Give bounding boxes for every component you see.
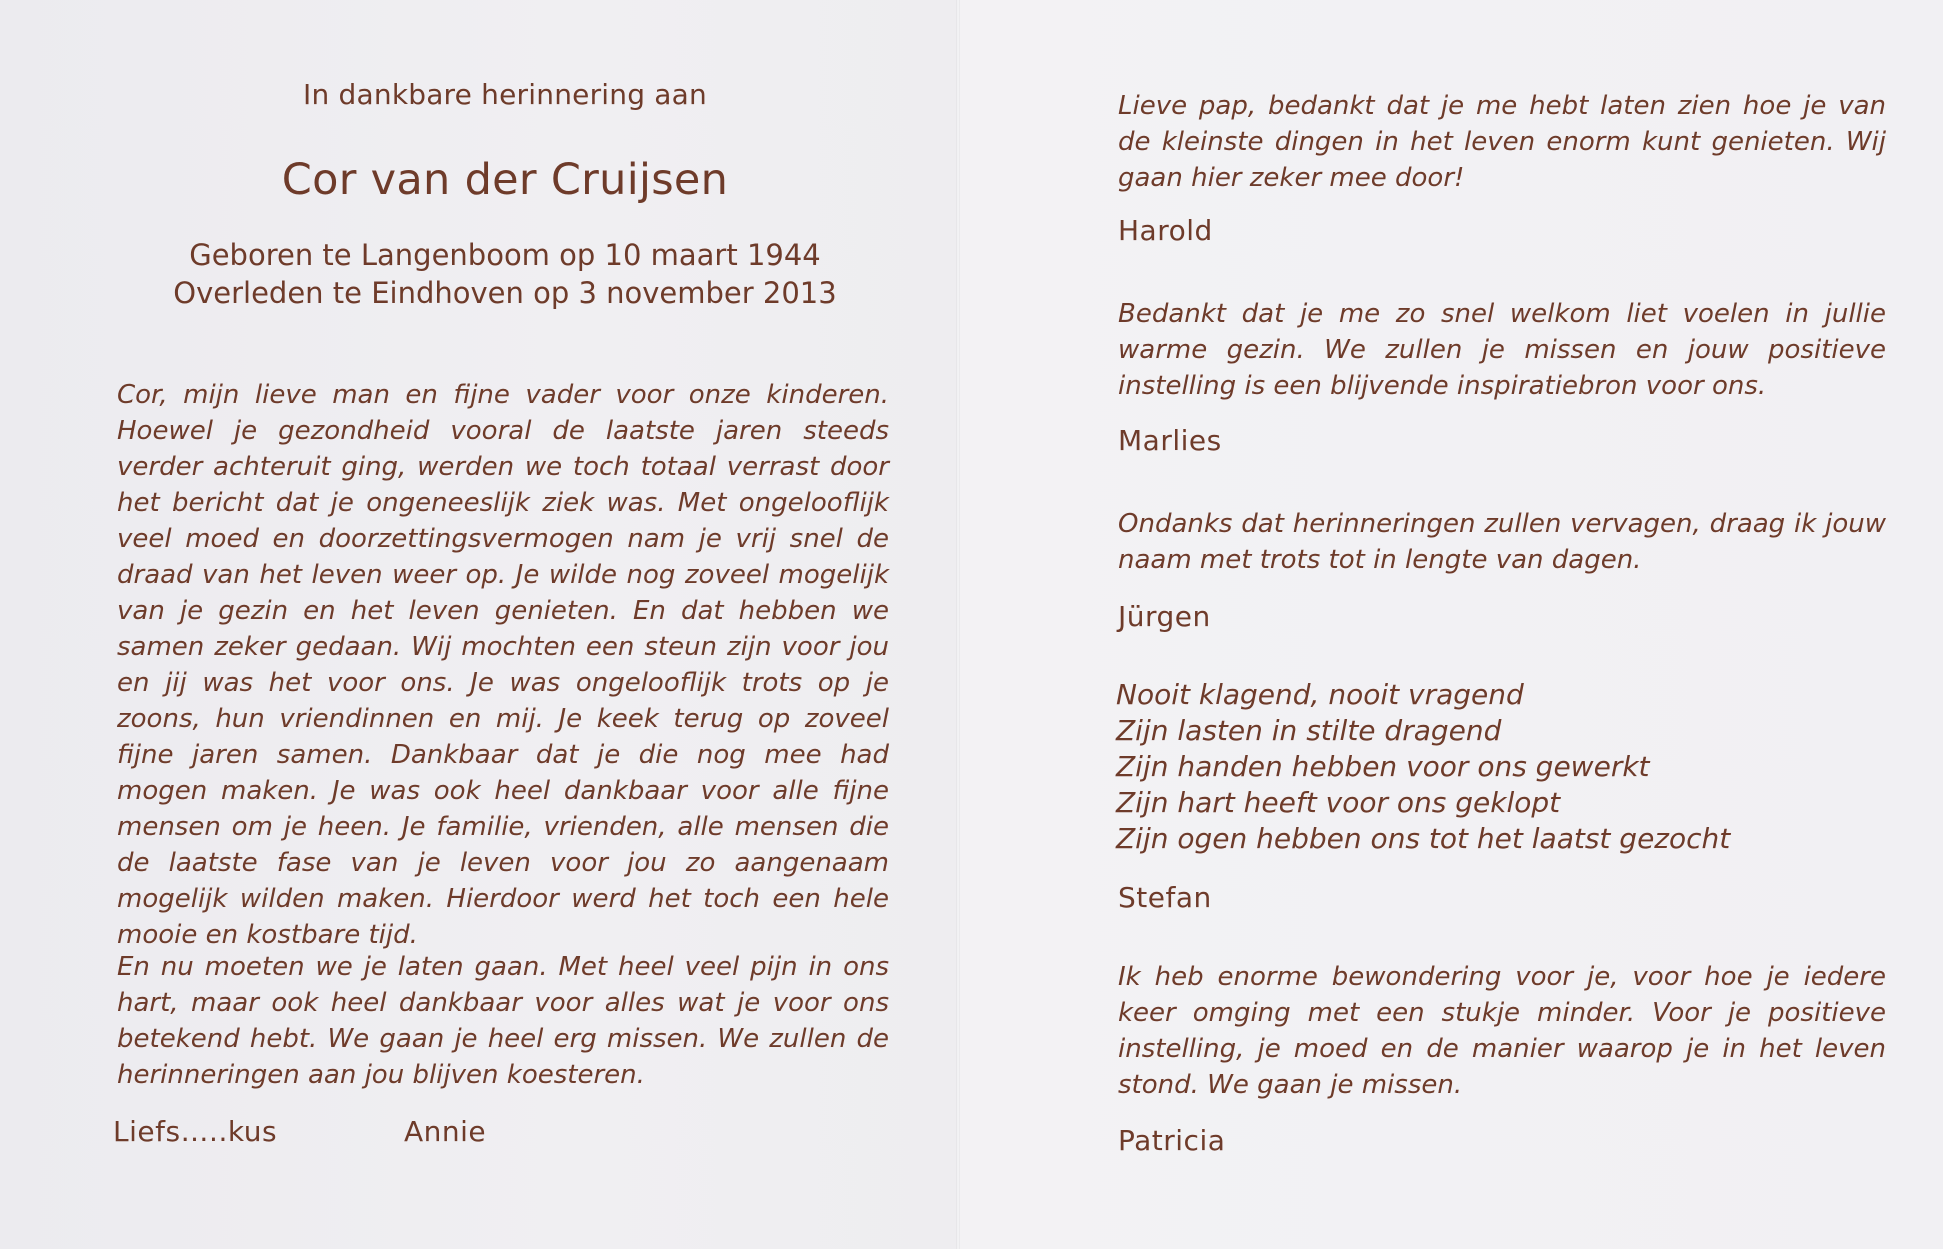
message-patricia: Ik heb enorme bewondering voor je, voor hoe je iedere keer omging met een stukje minder. Voor je positieve instelling, je moed en de manier waarop je in het leven stond. We gaan je missen.: [1118, 962, 1886, 1100]
poem-line: Zijn handen hebben voor ons gewerkt: [1116, 750, 1650, 783]
poem-line: Zijn lasten in stilte dragend: [1116, 714, 1502, 747]
poem-line: Nooit klagend, nooit vragend: [1116, 678, 1524, 711]
death-line: Overleden te Eindhoven op 3 november 2013: [173, 276, 837, 310]
intro-line: In dankbare herinnering aan: [303, 78, 707, 111]
birth-line: Geboren te Langenboom op 10 maart 1944: [189, 238, 821, 272]
message-jurgen: Ondanks dat herinneringen zullen vervagen, draag ik jouw naam met trots tot in lengte van dagen.: [1118, 509, 1886, 575]
signature-harold: Harold: [1118, 214, 1213, 247]
message-marlies: Bedankt dat je me zo snel welkom liet voelen in jullie warme gezin. We zullen je missen en jouw positieve instelling is een blijvende inspiratiebron voor ons.: [1118, 299, 1886, 401]
signature-jurgen: Jürgen: [1118, 600, 1211, 633]
letter-paragraph-2: En nu moeten we je laten gaan. Met heel veel pijn in ons hart, maar ook heel dankbaar voor alles wat je voor ons betekend hebt. We gaan je heel erg missen. We zullen de herinneringen aan jou blijven koesteren.: [117, 952, 889, 1090]
life-dates: [0, 236, 1010, 312]
message-harold: Lieve pap, bedankt dat je me hebt laten zien hoe je van de kleinste dingen in het leven enorm kunt genieten. Wij gaan hier zeker mee door!: [1118, 91, 1886, 193]
signature-marlies: Marlies: [1118, 424, 1222, 457]
letter-closing: Liefs…..kus: [113, 1115, 278, 1148]
poem-line: Zijn ogen hebben ons tot het laatst gezocht: [1116, 822, 1731, 855]
poem-line: Zijn hart heeft voor ons geklopt: [1116, 786, 1561, 819]
poem: [1116, 677, 1896, 857]
letter-signature: Annie: [404, 1115, 487, 1148]
signature-stefan: Stefan: [1118, 881, 1212, 914]
letter-paragraph-1: Cor, mijn lieve man en fijne vader voor onze kinderen. Hoewel je gezondheid vooral de laatste jaren steeds verder achteruit ging, werden we toch totaal verrast door het bericht dat je ongeneeslijk ziek was. Met ongelooflijk veel moed en doorzettingsvermogen nam je vrij snel de draad van het leven weer op. Je wilde nog zoveel mogelijk van je gezin en het leven genieten. En dat hebben we samen zeker gedaan. Wij mochten een steun zijn voor jou en jij was het voor ons. Je was ongelooflijk trots op je zoons, hun vriendinnen en mij. Je keek terug op zoveel fijne jaren samen. Dankbaar dat je die nog mee had mogen maken. Je was ook heel dankbaar voor alle fijne mensen om je heen. Je familie, vrienden, alle mensen die de laatste fase van je leven voor jou zo aangenaam mogelijk wilden maken. Hierdoor werd het toch een hele mooie en kostbare tijd.: [117, 380, 889, 950]
deceased-name: Cor van der Cruijsen: [281, 155, 729, 205]
signature-patricia: Patricia: [1118, 1124, 1226, 1157]
